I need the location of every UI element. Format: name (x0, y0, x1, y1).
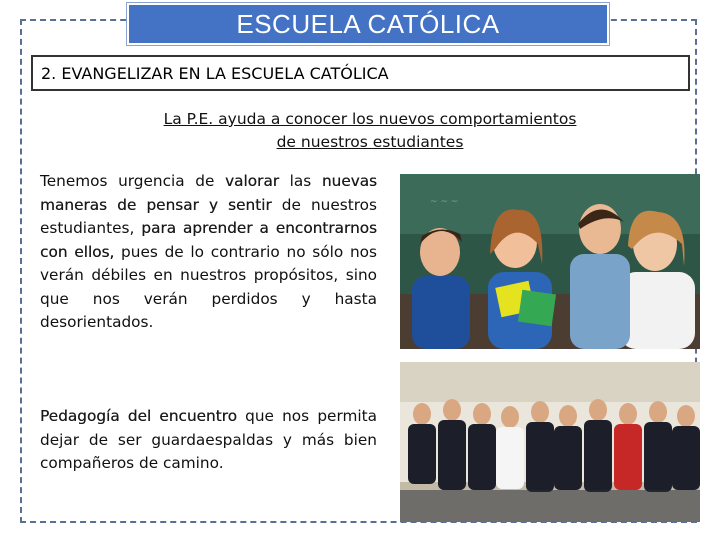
emphasis: Pedagogía del encuentro (40, 407, 237, 425)
paragraph-urgency (40, 170, 377, 335)
text: Tenemos urgencia de (40, 172, 225, 190)
students-uniform-photo (400, 362, 700, 522)
page-title: ESCUELA CATÓLICA (236, 8, 500, 39)
emphasis: valorar (225, 172, 279, 190)
text: las (279, 172, 322, 190)
title-banner (127, 3, 609, 45)
subtitle (100, 108, 640, 154)
emphasis: para aprender a encontrarnos con ellos, (40, 219, 377, 261)
svg-text:~ ~ ~: ~ ~ ~ (430, 197, 459, 207)
subtitle-line-2: de nuestros estudiantes (276, 133, 464, 151)
subtitle-line-1: La P.E. ayuda a conocer los nuevos comportamientos (163, 110, 577, 128)
text: que nos permita dejar de ser guardaespaldas y más bien compañeros de camino. (40, 407, 377, 472)
paragraph-encounter (40, 405, 377, 476)
text: de nuestros estudiantes, (40, 195, 378, 237)
students-group-photo (400, 174, 700, 349)
emphasis: nuevas maneras de pensar y sentir (40, 172, 378, 214)
section-heading-box (31, 55, 690, 91)
text: pues de lo contrario no sólo nos verán débiles en nuestros propósitos, sino que nos verán perdidos y hasta desorientados. (40, 242, 378, 331)
section-heading: 2. EVANGELIZAR EN LA ESCUELA CATÓLICA (41, 63, 389, 83)
